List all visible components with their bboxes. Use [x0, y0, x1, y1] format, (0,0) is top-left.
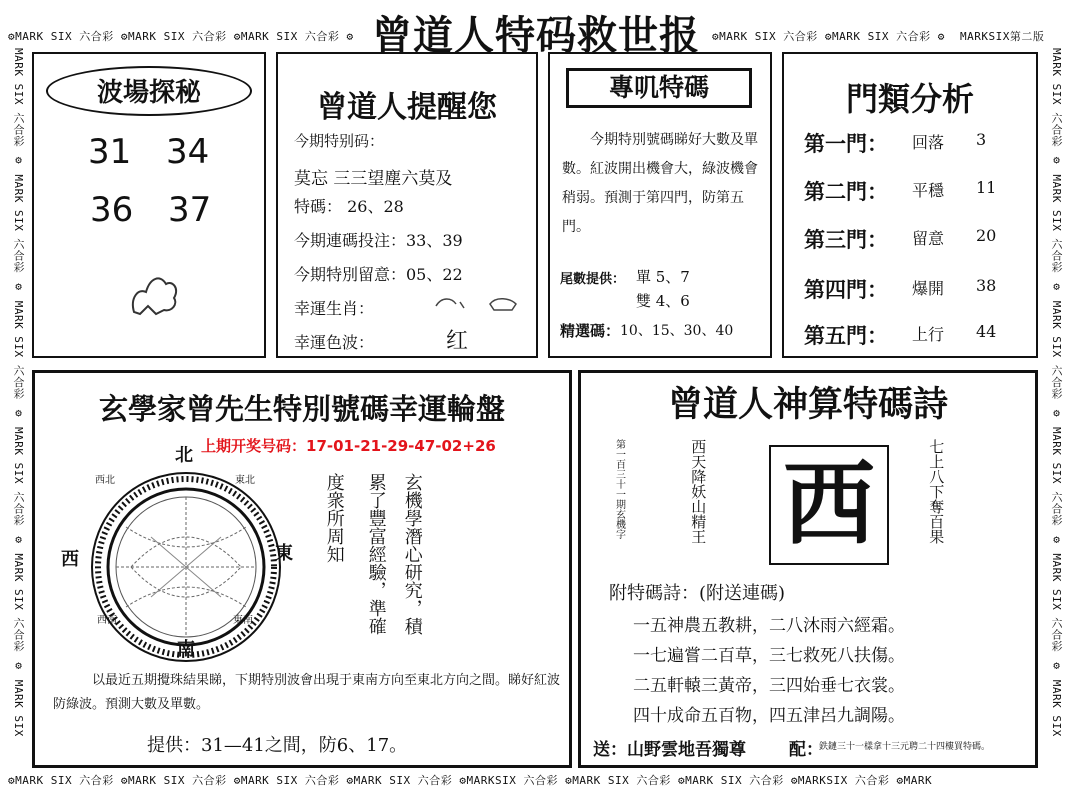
poem-send: 送：山野雲地吾獨尊: [593, 740, 746, 760]
poem-big-char: 西: [769, 445, 889, 565]
gate-word: 爆開: [912, 279, 945, 298]
gate-word: 回落: [912, 133, 945, 152]
left-border: MARK SIX 六合彩 ⚙ MARK SIX 六合彩 ⚙ MARK SIX 六合彩 ⚙ MARK SIX 六合彩 ⚙ MARK SIX 六合彩 ⚙ MARK SIX: [12, 48, 25, 737]
dir-northeast: 東北: [235, 475, 255, 486]
reminder-line: 莫忘 三三望塵六莫及: [294, 169, 453, 189]
dir-north: 北: [175, 445, 193, 466]
wave-num: 34: [166, 132, 210, 172]
masthead-title: 曾道人特码救世报: [372, 12, 700, 59]
dir-west: 西: [61, 549, 79, 570]
gate-word: 平穩: [912, 181, 945, 200]
reminder-title: 曾道人提醒您: [317, 90, 497, 125]
wheel-text-col: 玄機學潛心研究，積: [401, 473, 423, 635]
dir-southeast: 東南: [233, 615, 253, 626]
picks: 10、15、30、40: [620, 323, 734, 339]
dir-northwest: 西北: [95, 475, 115, 486]
poem-line: 四十成命五百物，四五津呂九調陽。: [633, 706, 905, 726]
gate-name: 第四門：: [804, 277, 888, 302]
wave-num: 37: [168, 190, 212, 230]
poem-line: 二五軒轅三黃帝，三四始垂七衣裳。: [633, 676, 905, 696]
wheel-text-col: 度衆所周知: [323, 473, 345, 563]
picks-label: 精選碼：: [560, 322, 621, 340]
edition-label: MARKSIX第二版: [960, 30, 1045, 43]
special-title: 專叽特碼: [566, 68, 752, 108]
gate-name: 第三門：: [804, 227, 888, 252]
lucky-color: 红: [446, 329, 469, 354]
gate-name: 第二門：: [804, 179, 888, 204]
dir-southwest: 西南: [97, 615, 117, 626]
gate-name: 第一門：: [804, 131, 888, 156]
top-border-left: ⚙MARK SIX 六合彩 ⚙MARK SIX 六合彩 ⚙MARK SIX 六合彩 ⚙: [8, 30, 354, 43]
poem-issue-col: 第一百三十一期玄機字: [613, 439, 625, 539]
tail-single: 單 5、7: [636, 268, 690, 286]
gate-num: 20: [976, 226, 997, 245]
wheel-provide: 提供：31—41之間，防6、17。: [147, 735, 408, 756]
poem-panel: [578, 370, 1038, 768]
reminder-line: 今期連碼投注：33、39: [294, 231, 463, 250]
reminder-panel: [276, 52, 538, 358]
wheel-text-col: 累了豐富經驗，準確: [365, 473, 387, 635]
poem-mid-col: 西天降妖山精王: [689, 439, 708, 544]
wave-title: 波場探秘: [96, 78, 201, 108]
tail-double: 雙 4、6: [636, 292, 690, 310]
poem-title: 曾道人神算特碼詩: [667, 384, 948, 425]
reminder-line: 特碼： 26、28: [294, 197, 404, 216]
gate-num: 11: [976, 178, 997, 197]
poem-line: 一五神農五教耕，二八沐雨六經霜。: [633, 616, 905, 636]
gate-num: 3: [976, 130, 987, 149]
wave-num: 36: [90, 190, 134, 230]
gates-panel: [782, 52, 1038, 358]
special-panel: [548, 52, 772, 358]
reminder-line: 今期特別留意：05、22: [294, 265, 463, 284]
last-draw: 上期开奖号码：17-01-21-29-47-02+26: [201, 437, 496, 455]
special-body: 今期特別號碼睇好大數及單數。紅波開出機會大，綠波機會稍弱。預測于第四門，防第五門。: [562, 132, 758, 235]
wave-panel: [32, 52, 266, 358]
poem-pair: 鉄鏈三十一樣拿十三元聘二十四樓買特碼。: [819, 742, 991, 752]
bottom-border: ⚙MARK SIX 六合彩 ⚙MARK SIX 六合彩 ⚙MARK SIX 六合彩 ⚙MARK SIX 六合彩 ⚙MARKSIX 六合彩 ⚙MARK SIX 六合彩 ⚙MARK SIX 六合彩 ⚙MARKSIX 六合彩 ⚙MARK: [8, 774, 933, 787]
dir-east: 東: [275, 543, 293, 564]
top-border-right: ⚙MARK SIX 六合彩 ⚙MARK SIX 六合彩 ⚙: [712, 30, 945, 43]
reminder-line: 幸運生肖：: [294, 299, 375, 318]
poem-pair-label: 配：: [789, 740, 823, 760]
gates-title: 門類分析: [845, 80, 974, 118]
gate-word: 上行: [912, 325, 945, 344]
poem-attached: 附特碼詩：(附送連碼): [609, 583, 786, 604]
dir-south: 南: [177, 639, 195, 660]
gate-word: 留意: [912, 229, 945, 248]
reminder-line: 今期特别码：: [294, 132, 385, 150]
tail-label: 尾數提供：: [560, 272, 626, 287]
wave-num: 31: [88, 132, 132, 172]
zodiac-sketch-icon: [432, 292, 522, 314]
poem-line: 一七遍嘗二百草，三七救死八扶傷。: [633, 646, 905, 666]
wheel-note: 以最近五期攪珠結果睇，下期特別波會出現于東南方向至東北方向之間。睇好紅波防綠波。預測大數及單數。: [53, 673, 561, 712]
gate-name: 第五門：: [804, 323, 888, 348]
gate-num: 44: [976, 322, 997, 341]
wheel-title: 玄學家曾先生特別號碼幸運輪盤: [98, 392, 505, 426]
gate-num: 38: [976, 276, 997, 295]
right-border: MARK SIX 六合彩 ⚙ MARK SIX 六合彩 ⚙ MARK SIX 六合彩 ⚙ MARK SIX 六合彩 ⚙ MARK SIX 六合彩 ⚙ MARK SIX: [1050, 48, 1063, 737]
reminder-line: 幸運色波：: [294, 333, 375, 352]
wheel-panel: [32, 370, 572, 768]
animal-sketch-icon: [126, 268, 186, 318]
poem-right-col: 七上八下奪百果: [927, 439, 946, 544]
